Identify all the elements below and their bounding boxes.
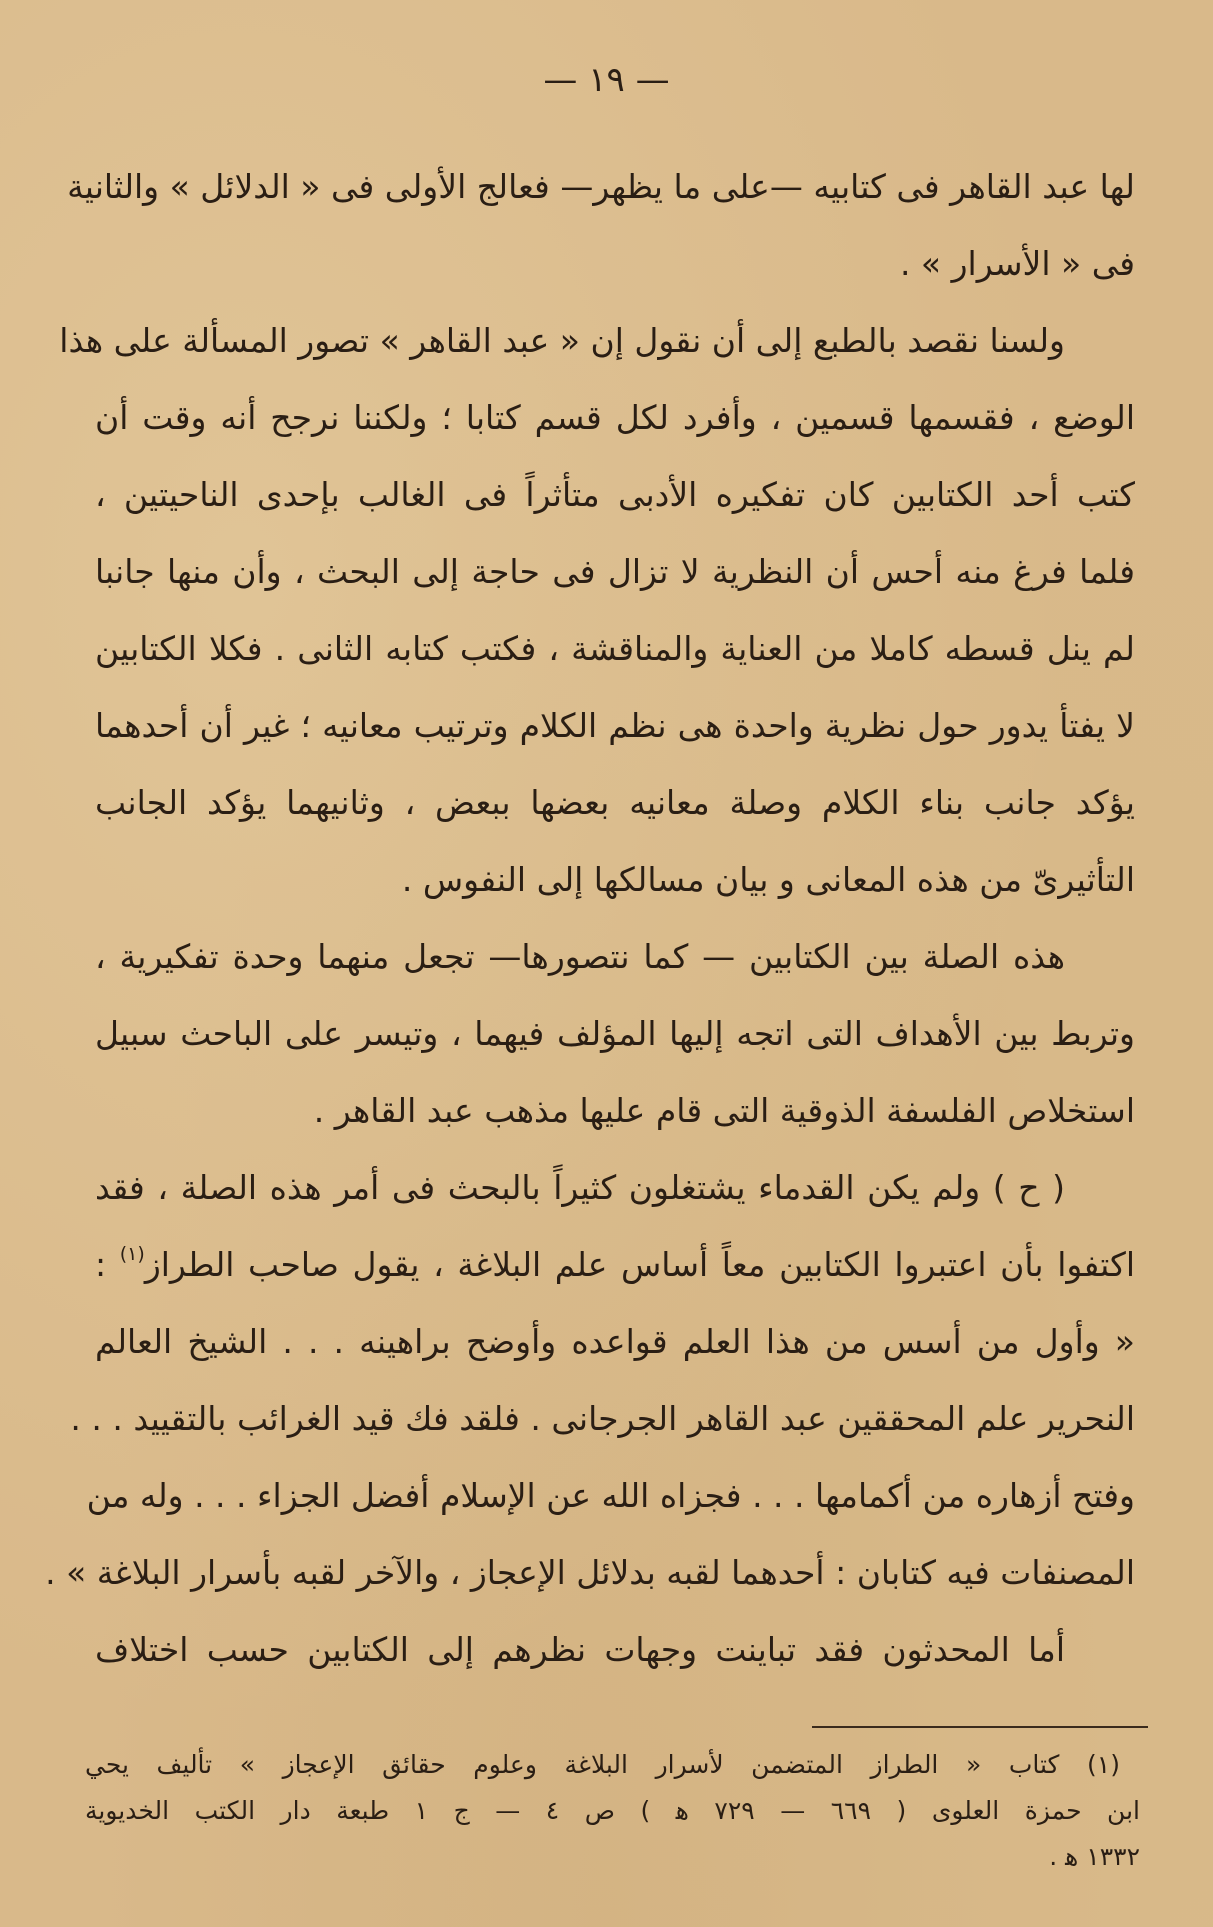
text-line: اكتفوا بأن اعتبروا الكتابين معاً أساس علم البلاغة ، يقول صاحب الطراز$^{(١)}$ :	[95, 1243, 1135, 1284]
text-line: استخلاص الفلسفة الذوقية التى قام عليها مذهب عبد القاهر .	[313, 1091, 1135, 1130]
footnote-reference[interactable]: (١)	[119, 1243, 145, 1265]
text-line: فلما فرغ منه أحس أن النظرية لا تزال فى حاجة إلى البحث ، وأن منها جانبا	[95, 552, 1135, 591]
text-line: وفتح أزهاره من أكمامها . . . فجزاه الله عن الإسلام أفضل الجزاء . . . وله من	[86, 1476, 1135, 1515]
text-line: ( ح ) ولم يكن القدماء يشتغلون كثيراً بالبحث فى أمر هذه الصلة ، فقد	[95, 1168, 1065, 1207]
text-line: ولسنا نقصد بالطبع إلى أن نقول إن « عبد القاهر » تصور المسألة على هذا	[59, 321, 1065, 360]
footnotes	[85, 1742, 1140, 1880]
text-line: كتب أحد الكتابين كان تفكيره الأدبى متأثراً فى الغالب بإحدى الناحيتين ،	[95, 475, 1135, 514]
text-line: فى « الأسرار » .	[899, 244, 1135, 283]
text-line: لم ينل قسطه كاملا من العناية والمناقشة ، فكتب كتابه الثانى . فكلا الكتابين	[95, 629, 1135, 668]
text-line: المصنفات فيه كتابان : أحدهما لقبه بدلائل الإعجاز ، والآخر لقبه بأسرار البلاغة » .	[45, 1553, 1135, 1592]
text-line: أما المحدثون فقد تباينت وجهات نظرهم إلى الكتابين حسب اختلاف	[95, 1630, 1065, 1669]
page-number: — ١٩ —	[543, 60, 670, 100]
footnote-line: ابن حمزة العلوى ( ٦٦٩ — ٧٢٩ ﻫ ) ص ٤ — ج ١ طبعة دار الكتب الخديوية	[85, 1796, 1140, 1825]
text-line: الوضع ، فقسمها قسمين ، وأفرد لكل قسم كتابا ؛ ولكننا نرجح أنه وقت أن	[95, 398, 1135, 437]
footnote-line: ١٣٣٢ ﻫ .	[1049, 1842, 1140, 1871]
body-text	[45, 148, 1135, 1688]
text-line: لها عبد القاهر فى كتابيه —على ما يظهر— فعالج الأولى فى « الدلائل » والثانية	[67, 167, 1135, 206]
text-line: التأثيرىّ من هذه المعانى و بيان مسالكها إلى النفوس .	[401, 860, 1135, 899]
text-line: يؤكد جانب بناء الكلام وصلة معانيه بعضها ببعض ، وثانيهما يؤكد الجانب	[95, 783, 1135, 822]
text-line: هذه الصلة بين الكتابين — كما نتصورها— تجعل منهما وحدة تفكيرية ،	[95, 937, 1065, 976]
footnote-line: (١) كتاب « الطراز المتضمن لأسرار البلاغة وعلوم حقائق الإعجاز » تأليف يحي	[85, 1750, 1120, 1779]
text-line: « وأول من أسس من هذا العلم قواعده وأوضح براهينه . . . الشيخ العالم	[95, 1322, 1135, 1361]
text-line: لا يفتأ يدور حول نظرية واحدة هى نظم الكلام وترتيب معانيه ؛ غير أن أحدهما	[95, 706, 1135, 745]
text-line: وتربط بين الأهداف التى اتجه إليها المؤلف فيهما ، وتيسر على الباحث سبيل	[95, 1014, 1135, 1053]
text-line: النحرير علم المحققين عبد القاهر الجرجانى . فلقد فك قيد الغرائب بالتقييد . . .	[70, 1399, 1135, 1438]
footnote-divider	[812, 1726, 1148, 1728]
